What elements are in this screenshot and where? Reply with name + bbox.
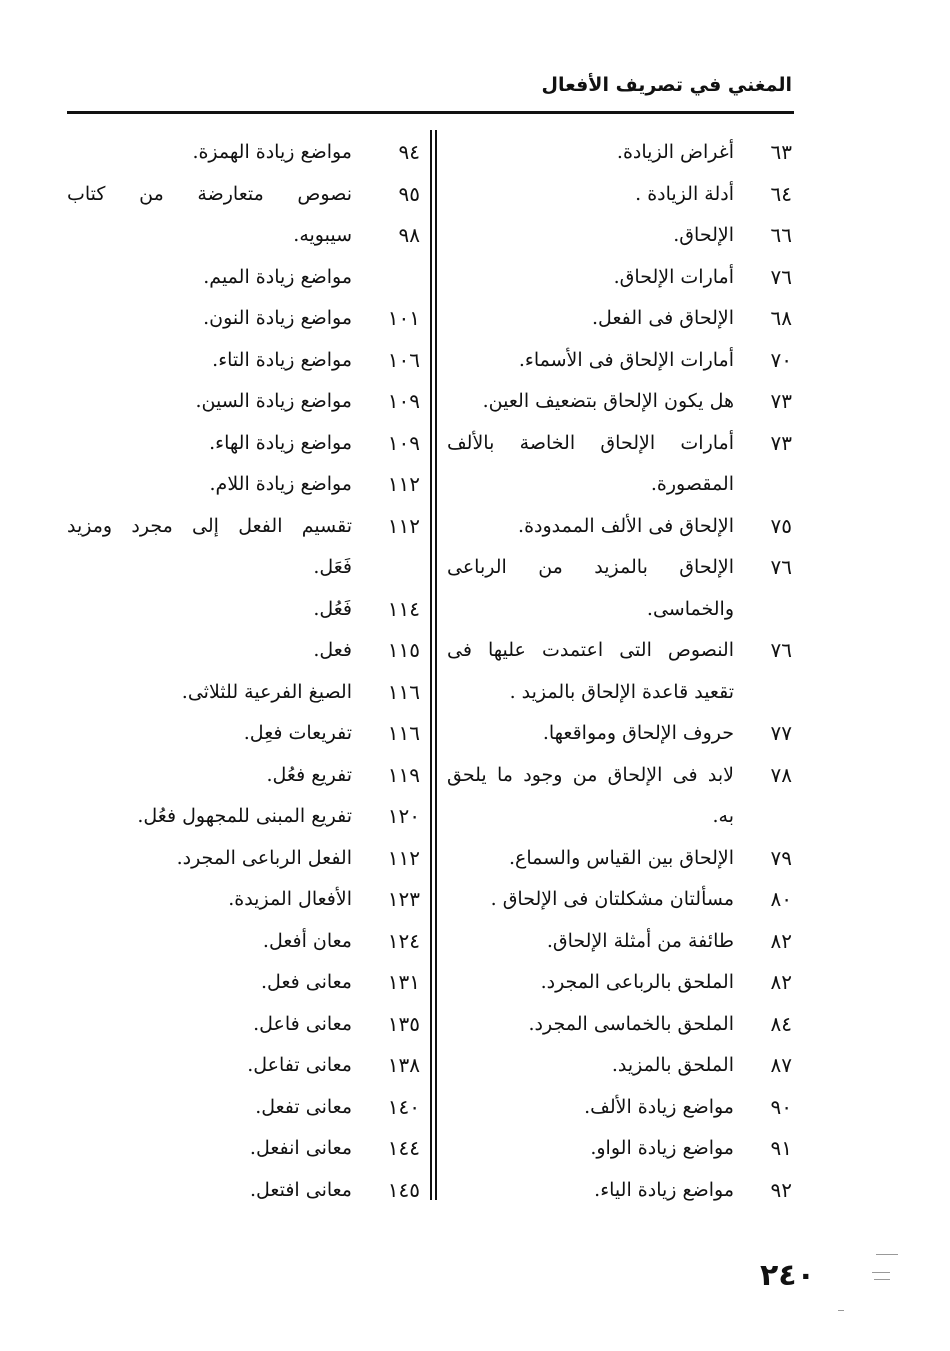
- header-rule: [67, 111, 794, 114]
- toc-entry-title: والخماسى.: [646, 597, 734, 620]
- toc-entry: [67, 630, 420, 672]
- toc-entry: [67, 340, 420, 382]
- toc-entry: [447, 174, 792, 216]
- toc-page-number: ٧٦: [770, 264, 792, 289]
- toc-page-number: ١٠١: [387, 306, 420, 330]
- toc-page-number: [352, 547, 420, 589]
- toc-entry: [67, 1128, 420, 1170]
- toc-page-number: ١٤٠: [387, 1094, 420, 1119]
- toc-entry-title: النصوص التى اعتمدت عليها فى: [447, 639, 734, 661]
- toc-page-number: [734, 796, 792, 838]
- toc-entry-title: حروف الإلحاق ومواقعها.: [542, 722, 734, 744]
- toc-entry: [67, 755, 420, 797]
- toc-entry: [67, 298, 420, 340]
- toc-entry-title: الأفعال المزيدة.: [228, 888, 352, 910]
- toc-entry-title: الملحق بالرباعى المجرد.: [540, 971, 734, 993]
- toc-entry: [67, 1004, 420, 1046]
- toc-entry-title: لابد فى الإلحاق من وجود ما يلحق: [447, 763, 734, 786]
- toc-column-left: [67, 132, 420, 1211]
- toc-page-number: ١١٩: [387, 762, 420, 787]
- toc-entry: [67, 423, 420, 465]
- toc-entry: [67, 879, 420, 921]
- toc-entry: [447, 589, 792, 631]
- toc-entry-title: سيبويه.: [293, 224, 352, 246]
- toc-entry: [447, 630, 792, 672]
- toc-page-number: ٧٥: [770, 513, 792, 538]
- toc-page-number: ٧٩: [770, 845, 792, 870]
- margin-mark: [872, 1272, 890, 1273]
- toc-entry-title: مواضع زيادة الهاء.: [209, 431, 352, 454]
- toc-entry: [67, 257, 420, 299]
- toc-entry-title: مواضع زيادة الواو.: [590, 1137, 734, 1159]
- toc-entry: [67, 1045, 420, 1087]
- toc-page-number: ١٢٤: [387, 928, 420, 953]
- toc-entry: [447, 921, 792, 963]
- toc-entry-title: فعل.: [313, 639, 352, 661]
- margin-mark: [838, 1310, 844, 1311]
- toc-entry: [447, 796, 792, 838]
- toc-entry: [447, 879, 792, 921]
- toc-entry-title: معانى انفعل.: [249, 1137, 352, 1159]
- toc-column-right: [447, 132, 792, 1211]
- toc-entry-title: معانى تفاعل.: [247, 1054, 352, 1076]
- toc-entry: [67, 921, 420, 963]
- toc-entry-title: به.: [712, 805, 734, 827]
- toc-page-number: ٧٣: [770, 430, 792, 455]
- toc-entry: [447, 713, 792, 755]
- toc-entry: [67, 215, 420, 257]
- toc-page-number: ١١٤: [387, 596, 420, 621]
- toc-entry: [447, 547, 792, 589]
- toc-page-number: ٧٣: [770, 389, 792, 413]
- toc-entry-title: الإلحاق بين القياس والسماع.: [508, 846, 734, 869]
- toc-entry: [447, 506, 792, 548]
- column-divider: [430, 130, 437, 1200]
- toc-entry-title: معانى تفعل.: [255, 1095, 352, 1118]
- toc-entry-title: مواضع زيادة الميم.: [203, 265, 352, 288]
- toc-entry: [447, 381, 792, 423]
- toc-page-number: ١١٢: [387, 845, 420, 870]
- toc-entry: [67, 1170, 420, 1212]
- toc-page-number: ٦٦: [770, 223, 792, 247]
- toc-page-number: ٦٣: [770, 140, 792, 164]
- toc-page-number: ١٣٥: [387, 1011, 420, 1036]
- toc-page-number: ٧٦: [770, 638, 792, 662]
- toc-entry: [447, 340, 792, 382]
- toc-page-number: ٧٧: [770, 721, 792, 745]
- toc-entry: [447, 1170, 792, 1212]
- toc-page-number: ٧٦: [770, 555, 792, 579]
- toc-entry-title: معانى افتعل.: [250, 1178, 352, 1201]
- toc-entry-title: فَعَل.: [313, 556, 352, 578]
- toc-page-number: ١٤٤: [387, 1136, 420, 1160]
- toc-page-number: ١٢٣: [387, 887, 420, 911]
- toc-entry-title: تفريعات فعِل.: [243, 722, 352, 744]
- toc-entry-title: معانى فعل.: [261, 971, 352, 993]
- toc-entry-title: الإلحاق.: [673, 224, 734, 246]
- toc-page-number: ١٠٩: [387, 389, 420, 413]
- toc-page-number: ١٢٠: [387, 804, 420, 828]
- margin-mark: [874, 1279, 890, 1280]
- toc-page-number: ١١٦: [387, 721, 420, 745]
- toc-page-number: ٨٤: [770, 1011, 792, 1036]
- toc-entry: [447, 672, 792, 714]
- toc-entry: [67, 506, 420, 548]
- toc-entry: [67, 796, 420, 838]
- toc-entry: [67, 464, 420, 506]
- toc-entry-title: أغراض الزيادة.: [616, 141, 734, 163]
- toc-entry: [447, 215, 792, 257]
- toc-page-number: ٩٠: [770, 1094, 792, 1119]
- toc-entry-title: تقعيد قاعدة الإلحاق بالمزيد .: [509, 680, 734, 703]
- toc-page-number: ٨٢: [770, 970, 792, 994]
- toc-entry: [447, 423, 792, 465]
- toc-entry: [67, 547, 420, 589]
- toc-entry: [67, 672, 420, 714]
- toc-entry-title: أدلة الزيادة .: [635, 182, 734, 205]
- toc-entry-title: مواضع زيادة النون.: [203, 307, 352, 329]
- toc-page-number: ١٠٦: [387, 347, 420, 372]
- toc-page-number: [352, 257, 420, 299]
- toc-entry-title: الملحق بالخماسى المجرد.: [528, 1012, 734, 1035]
- toc-entry: [67, 713, 420, 755]
- toc-entry-title: طائفة من أمثلة الإلحاق.: [546, 929, 734, 952]
- toc-entry-title: فَعُل.: [313, 597, 352, 620]
- toc-entry-title: مواضع زيادة التاء.: [212, 348, 352, 371]
- toc-entry-title: هل يكون الإلحاق بتضعيف العين.: [482, 390, 734, 412]
- toc-page-number: [734, 464, 792, 506]
- toc-entry: [67, 1087, 420, 1129]
- toc-entry: [67, 132, 420, 174]
- toc-entry-title: مواضع زيادة الهمزة.: [192, 141, 352, 163]
- toc-entry-title: تفريع فعُل.: [266, 763, 352, 786]
- toc-page-number: ١١٢: [387, 513, 420, 538]
- toc-page-number: ٨٢: [770, 928, 792, 953]
- toc-page-number: ٧٨: [770, 762, 792, 787]
- toc-entry-title: الملحق بالمزيد.: [611, 1054, 734, 1076]
- toc-page-number: ١٣١: [387, 970, 420, 994]
- toc-entry: [447, 1128, 792, 1170]
- toc-page-number: ٩١: [770, 1136, 792, 1160]
- toc-entry: [447, 464, 792, 506]
- toc-entry: [67, 838, 420, 880]
- toc-entry-title: تقسيم الفعل إلى مجرد ومزيد: [67, 514, 352, 537]
- toc-page-number: ١١٦: [387, 679, 420, 704]
- toc-entry-title: مواضع زيادة الياء.: [594, 1178, 734, 1201]
- toc-entry-title: الإلحاق فى الألف الممدودة.: [518, 514, 734, 537]
- toc-entry: [447, 755, 792, 797]
- toc-entry-title: المقصورة.: [650, 473, 734, 495]
- toc-entry: [447, 838, 792, 880]
- toc-entry: [447, 257, 792, 299]
- toc-entry-title: أمارات الإلحاق.: [613, 265, 734, 288]
- page-number: ٢٤٠: [760, 1258, 815, 1293]
- toc-page-number: ٩٤: [398, 140, 420, 164]
- toc-entry-title: مواضع زيادة اللام.: [209, 473, 352, 495]
- toc-entry: [447, 132, 792, 174]
- toc-entry-title: معانى فاعل.: [253, 1012, 352, 1035]
- toc-page-number: ١١٢: [387, 472, 420, 496]
- toc-entry: [67, 381, 420, 423]
- toc-page-number: ٦٨: [770, 306, 792, 330]
- toc-entry: [447, 1045, 792, 1087]
- toc-page-number: ٩٥: [398, 181, 420, 206]
- toc-page-number: ١٤٥: [387, 1177, 420, 1202]
- toc-entry-title: مواضع زيادة السين.: [195, 390, 352, 412]
- toc-entry: [67, 962, 420, 1004]
- toc-entry: [447, 298, 792, 340]
- toc-entry: [67, 589, 420, 631]
- toc-page-number: ١٣٨: [387, 1053, 420, 1077]
- toc-page-number: ٨٠: [770, 887, 792, 911]
- toc-page-number: ١١٥: [387, 638, 420, 662]
- toc-page-number: [734, 589, 792, 631]
- toc-entry: [67, 174, 420, 216]
- toc-entry-title: نصوص متعارضة من كتاب: [67, 182, 352, 205]
- toc-entry: [447, 1087, 792, 1129]
- toc-entry-title: الإلحاق بالمزيد من الرباعى: [447, 556, 734, 578]
- toc-page-number: ١٠٩: [387, 430, 420, 455]
- toc-entry-title: أمارات الإلحاق فى الأسماء.: [518, 348, 734, 371]
- toc-page-number: ٨٧: [770, 1053, 792, 1077]
- toc-page-number: ٩٨: [398, 223, 420, 247]
- toc-entry-title: الفعل الرباعى المجرد.: [176, 846, 352, 869]
- toc-page-number: ٦٤: [770, 181, 792, 206]
- toc-entry-title: مسألتان مشكلتان فى الإلحاق .: [490, 888, 734, 910]
- toc-entry-title: الصيغ الفرعية للثلاثى.: [181, 680, 352, 703]
- toc-page-number: ٩٢: [770, 1177, 792, 1202]
- page-header-title: المغني في تصريف الأفعال: [541, 74, 792, 96]
- toc-entry: [447, 1004, 792, 1046]
- toc-entry: [447, 962, 792, 1004]
- toc-entry-title: الإلحاق فى الفعل.: [592, 307, 734, 329]
- margin-mark: [876, 1254, 898, 1255]
- toc-entry-title: أمارات الإلحاق الخاصة بالألف: [447, 431, 734, 454]
- toc-entry-title: تفريع المبنى للمجهول فعُل.: [137, 805, 352, 827]
- toc-entry-title: مواضع زيادة الألف.: [584, 1095, 734, 1118]
- toc-page-number: ٧٠: [770, 347, 792, 372]
- toc-entry-title: معان أفعل.: [262, 929, 352, 952]
- toc-page-number: [734, 672, 792, 714]
